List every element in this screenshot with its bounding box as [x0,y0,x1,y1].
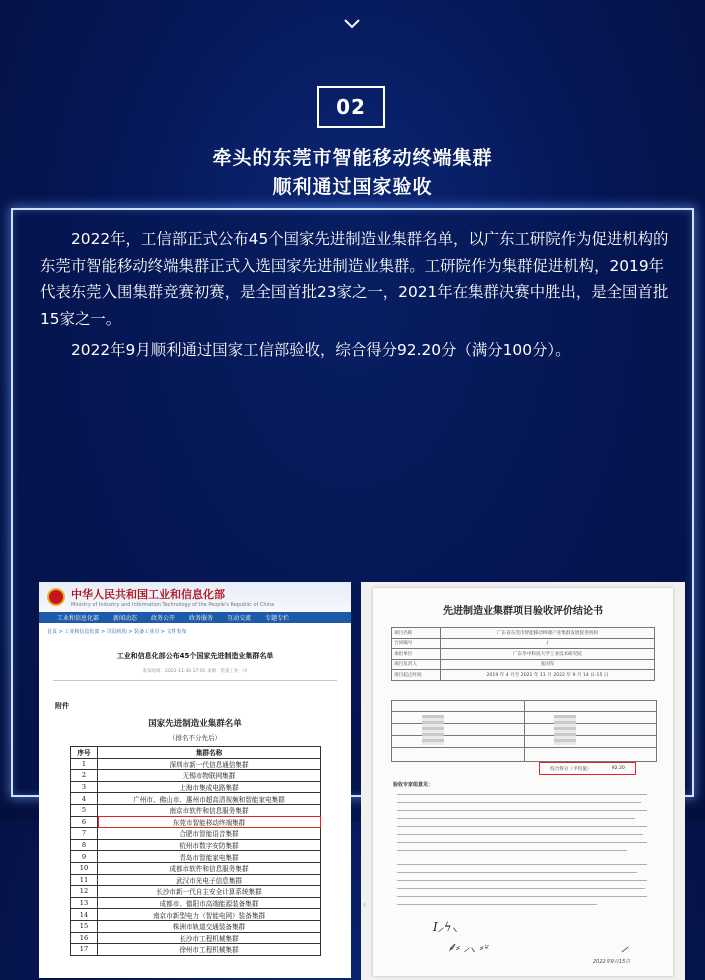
sign-date: 2022年9月15日 [593,959,631,965]
miit-notice-screenshot [39,582,351,978]
cluster-list-table [70,746,321,956]
arrow-left-icon: ‹ [363,900,367,909]
miit-site-title: 中华人民共和国工业和信息化部 [71,588,225,601]
paragraph-acceptance: 2022年9月顺利通过国家工信部验收，综合得分92.20分（满分100分）。 [71,341,571,359]
content-panel [11,208,694,965]
row-number: 2 [71,770,98,782]
nav-item: 互动交流 [227,615,252,622]
field-label: 承担单位 [392,649,441,660]
signature: ⸙⸗ ⸝⸜ ⸗⸚ [447,940,488,954]
table-row [71,781,321,793]
field-value: 广东华中科技大学工业技术研究院 [441,649,655,660]
signature: Ⅰ⸝ϟ⸜ [433,920,458,934]
breadcrumb: 首页 > 工业和信息化部 > 司局机构 > 装备工业司 > 文件发布 [47,629,187,635]
cluster-name: 南京市软件和信息服务集群 [98,804,321,816]
acceptance-certificate-photo [361,582,685,980]
notice-meta: 发布时间：2022-11-30 17:01 来源：装备工业一司 [142,669,248,674]
list-note: （排名不分先后） [169,734,221,742]
certificate-info-table [391,627,655,681]
table-row [71,920,321,932]
chevron-down-icon[interactable] [343,18,361,30]
score-value: 92.20 [611,766,625,771]
nav-item: 工业和信息化部 [57,615,100,622]
cluster-name: 徐州市工程机械集群 [98,944,321,956]
column-header: 序号 [71,747,98,759]
certificate-paper [373,588,673,976]
table-row [71,816,321,828]
row-number: 15 [71,920,98,932]
table-row [71,828,321,840]
row-number: 4 [71,793,98,805]
cluster-name: 杭州市数字安防集群 [98,839,321,851]
row-number: 9 [71,851,98,863]
section-title-line2: 顺利通过国家验收 [272,176,433,198]
column-header: 集群名称 [98,747,321,759]
cluster-name: 长沙市新一代自主安全计算系统集群 [98,886,321,898]
cluster-name: 东莞市智能移动终端集群 [98,816,321,828]
table-row [71,886,321,898]
table-row [71,793,321,805]
table-row [71,932,321,944]
field-value: / [441,638,655,649]
row-number: 17 [71,944,98,956]
field-label: 项目负责人 [392,659,441,670]
cluster-name: 成都市软件和信息服务集群 [98,862,321,874]
cluster-name: 深圳市新一代信息通信集群 [98,758,321,770]
national-emblem-icon [47,588,65,606]
row-number: 5 [71,804,98,816]
cluster-name: 成都市、德阳市高端能源装备集群 [98,897,321,909]
cluster-name: 广州市、佛山市、惠州市超高清视频和智能家电集群 [98,793,321,805]
row-number: 13 [71,897,98,909]
field-label: 项目名称 [392,628,441,639]
row-number: 1 [71,758,98,770]
field-label: 项目起止时间 [392,670,441,681]
table-row [71,897,321,909]
cluster-name: 合肥市智能语音集群 [98,828,321,840]
divider [53,680,337,681]
cluster-name: 青岛市智能家电集群 [98,851,321,863]
table-row [392,649,655,660]
row-number: 16 [71,932,98,944]
cluster-name: 株洲市轨道交通装备集群 [98,920,321,932]
miit-nav [39,612,351,623]
table-row [392,659,655,670]
average-score-highlight [539,762,636,775]
section-title-line1: 牵头的东莞市智能移动终端集群 [212,147,493,169]
certificate-title: 先进制造业集群项目验收评价结论书 [443,606,603,617]
table-row [392,670,655,681]
row-number: 10 [71,862,98,874]
cluster-name: 南京市新型电力（智能电网）装备集群 [98,909,321,921]
table-row [71,770,321,782]
miit-header [39,582,351,612]
expert-score-grid [391,700,657,762]
table-row [71,851,321,863]
row-number: 6 [71,816,98,828]
cluster-name: 无锡市物联网集群 [98,770,321,782]
cluster-name: 长沙市工程机械集群 [98,932,321,944]
cluster-name: 武汉市光电子信息集群 [98,874,321,886]
nav-item: 政务服务 [189,615,214,622]
table-row [71,874,321,886]
row-number: 12 [71,886,98,898]
cluster-name: 上海市集成电路集群 [98,781,321,793]
table-row [392,638,655,649]
table-row [392,628,655,639]
section-number: 02 [317,86,385,128]
score-label: 综合得分（平均值） [550,766,592,772]
attachment-label: 附件 [55,702,69,710]
miit-site-subtitle: Ministry of Industry and Information Technology of the People's Republic of China [71,602,275,608]
field-label: 合同编号 [392,638,441,649]
table-header-row [71,747,321,759]
row-number: 3 [71,781,98,793]
paragraph-cluster-intro: 2022年，工信部正式公布45个国家先进制造业集群名单，以广东工研院作为促进机构的东莞市智能移动终端集群正式入选国家先进制造业集群。工研院作为集群促进机构，2019年代表东莞入围集群竞赛初赛，是全国首批23家之一，2021年在集群决赛中胜出，是全国首批15家之一。 [40,230,669,328]
list-title: 国家先进制造业集群名单 [148,719,242,729]
table-row [71,839,321,851]
field-value: 2019 年 4 月至 2021 年 11 月 2022 年 9 月 14 日-15 日 [441,670,655,681]
field-value: 广东省东莞市智能移动终端产业集群发展促进机构 [441,628,655,639]
notice-title: 工业和信息化部公布45个国家先进制造业集群名单 [116,652,274,660]
row-number: 7 [71,828,98,840]
nav-item: 专题专栏 [265,615,290,622]
table-row [71,944,321,956]
field-value: 张国军 [441,659,655,670]
expert-opinion-label: 验收专家组意见： [393,782,434,788]
table-row [71,804,321,816]
nav-item: 新闻动态 [113,615,138,622]
table-row [71,909,321,921]
row-number: 8 [71,839,98,851]
nav-item: 政务公开 [151,615,176,622]
table-row [71,758,321,770]
signature: ⸝ [621,937,629,955]
row-number: 14 [71,909,98,921]
row-number: 11 [71,874,98,886]
table-row [71,862,321,874]
